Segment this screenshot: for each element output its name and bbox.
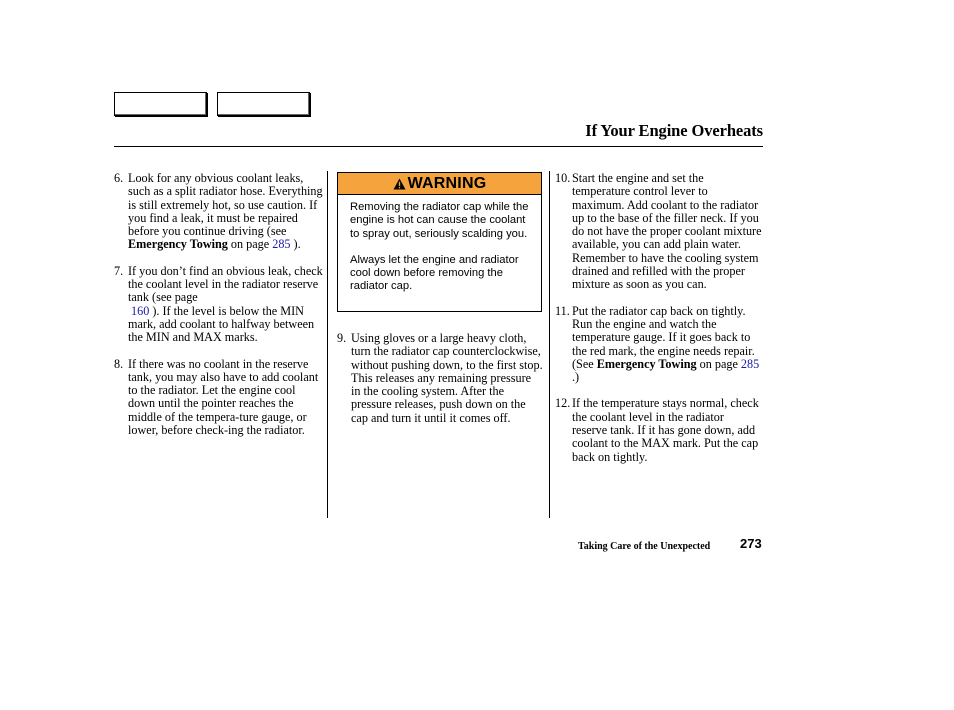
- column-right: [555, 172, 762, 477]
- emergency-towing-ref: Emergency Towing: [128, 237, 228, 252]
- step-text: [128, 265, 324, 345]
- column-divider: [327, 171, 328, 518]
- column-middle: [337, 332, 543, 438]
- warning-body: [338, 195, 541, 294]
- footer-section-title: Taking Care of the Unexpected: [578, 541, 711, 552]
- step-text-part: If you don’t find an obvious leak, check the coolant level in the radiator reserve tank (see page: [128, 263, 323, 305]
- step-10: [555, 172, 762, 292]
- page-number: 273: [740, 536, 762, 551]
- step-number: 11.: [555, 303, 570, 318]
- warning-triangle-icon: [393, 178, 406, 190]
- warning-paragraph: Removing the radiator cap while the engine is hot can cause the coolant to spray out, seriously scalding you.: [350, 201, 529, 240]
- step-text-part: Look for any obvious coolant leaks, such as a split radiator hose. Everything is still extremely hot, so use caution. If you find a leak, it must be repaired before you continue driving (see: [128, 171, 323, 239]
- column-left: [114, 172, 324, 450]
- step-11: [555, 305, 762, 385]
- column-divider: [549, 171, 550, 518]
- step-text: If the temperature stays normal, check the coolant level in the radiator reserve tank. If it has gone down, add coolant to the MAX mark. Put the cap back on tightly.: [572, 396, 759, 464]
- step-text-part: Put the radiator cap back on tightly. Run the engine and watch the temperature gauge. If it goes back to the red mark, the engine needs repair. (See: [572, 303, 755, 371]
- step-9: [337, 332, 543, 425]
- page-link-160[interactable]: 160: [131, 303, 150, 318]
- step-text-part: on page: [696, 356, 741, 371]
- step-text: [128, 172, 324, 252]
- step-text-part: .): [572, 370, 580, 385]
- page-link-285[interactable]: 285: [272, 237, 291, 252]
- step-12: [555, 397, 762, 463]
- warning-paragraph: Always let the engine and radiator cool down before removing the radiator cap.: [350, 253, 519, 293]
- step-text: Start the engine and set the temperature control lever to maximum. Add coolant to the radiator up to the base of the filler neck. If you do not have the proper coolant mixture available, you can add plain water. Remember to have the cooling system drained and refilled with the proper mixture as soon as you can.: [572, 171, 762, 292]
- step-6: [114, 172, 324, 252]
- step-text: If there was no coolant in the reserve tank, you may also have to add coolant to the radiator. Let the engine cool down until the pointer reaches the middle of the tempera-ture gauge, or lower, before check-ing the radiator.: [128, 356, 319, 438]
- step-text-part: on page: [227, 237, 273, 252]
- step-text: Using gloves or a large heavy cloth, turn the radiator cap counterclockwise, without pushing down, to the first stop. This releases any remaining pressure in the cooling system. After the pressure releases, push down on the cap and turn it until it comes off.: [351, 331, 543, 425]
- step-number: 9.: [337, 331, 347, 345]
- page-link-285[interactable]: 285: [740, 356, 760, 371]
- title-rule: [114, 146, 763, 147]
- warning-label: WARNING: [407, 174, 487, 192]
- step-8: [114, 358, 324, 438]
- warning-box: [337, 172, 542, 312]
- nav-button-contents[interactable]: [114, 92, 207, 116]
- step-number: 7.: [114, 263, 124, 278]
- step-number: 10.: [555, 171, 571, 185]
- warning-header: [338, 173, 541, 195]
- step-number: 8.: [114, 356, 124, 371]
- nav-button-index[interactable]: [217, 92, 310, 116]
- step-number: 6.: [114, 171, 124, 185]
- step-text-part: ). If the level is below the MIN mark, add coolant to halfway between the MIN and MAX marks.: [128, 303, 315, 345]
- emergency-towing-ref: Emergency Towing: [596, 356, 697, 371]
- step-text-part: ).: [290, 237, 301, 252]
- step-text: [572, 305, 762, 385]
- step-7: [114, 265, 324, 345]
- page-title: If Your Engine Overheats: [585, 121, 763, 140]
- step-number: 12.: [555, 396, 571, 411]
